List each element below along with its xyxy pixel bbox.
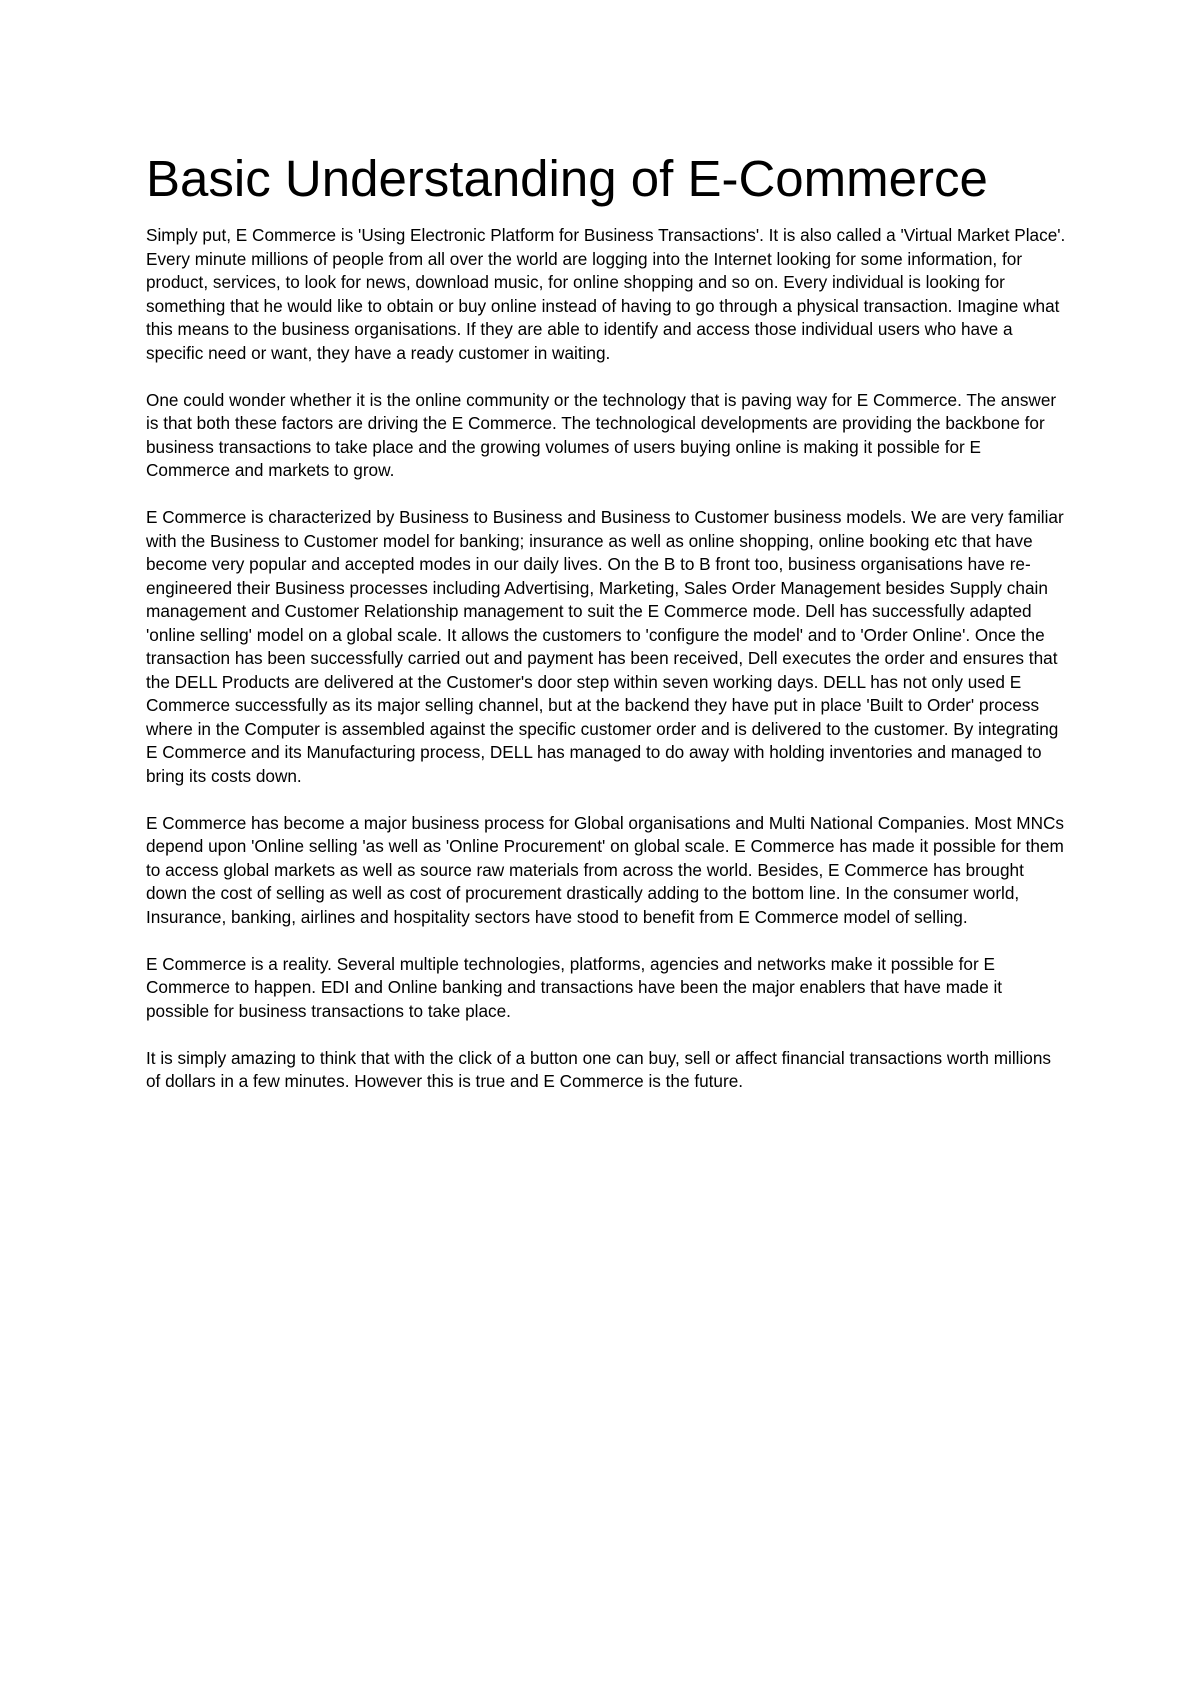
paragraph-3: E Commerce is characterized by Business to Business and Business to Customer business models. We are very familiar with the Business to Customer model for banking; insurance as well as online shopping, online booking etc that have become very popular and accepted modes in our daily lives. On the B to B front too, business organisations have re-engineered their Business processes including Advertising, Marketing, Sales Order Management besides Supply chain management and Customer Relationship management to suit the E Commerce mode. Dell has successfully adapted 'online selling' model on a global scale. It allows the customers to 'configure the model' and to 'Order Online'. Once the transaction has been successfully carried out and payment has been received, Dell executes the order and ensures that the DELL Products are delivered at the Customer's door step within seven working days. DELL has not only used E Commerce successfully as its major selling channel, but at the backend they have put in place 'Built to Order' process where in the Computer is assembled against the specific customer order and is delivered to the customer. By integrating E Commerce and its Manufacturing process, DELL has managed to do away with holding inventories and managed to bring its costs down. [146,507,1064,786]
paragraph-1: Simply put, E Commerce is 'Using Electronic Platform for Business Transactions'. It is also called a 'Virtual Market Place'. Every minute millions of people from all over the world are logging into the Internet looking for some information, for product, services, to look for news, download music, for online shopping and so on. Every individual is looking for something that he would like to obtain or buy online instead of having to go through a physical transaction. Imagine what this means to the business organisations. If they are able to identify and access those individual users who have a specific need or want, they have a ready customer in waiting. [146,225,1066,363]
paragraph-4: E Commerce has become a major business process for Global organisations and Multi National Companies. Most MNCs depend upon 'Online selling 'as well as 'Online Procurement' on global scale. E Commerce has made it possible for them to access global markets as well as source raw materials from across the world. Besides, E Commerce has brought down the cost of selling as well as cost of procurement drastically adding to the bottom line. In the consumer world, Insurance, banking, airlines and hospitality sectors have stood to benefit from E Commerce model of selling. [146,812,1065,927]
paragraph-6: It is simply amazing to think that with the click of a button one can buy, sell or affect financial transactions worth millions of dollars in a few minutes. However this is true and E Commerce is the future. [146,1047,1052,1091]
document-body [146,224,1066,1094]
paragraph-2: One could wonder whether it is the online community or the technology that is paving way for E Commerce. The answer is that both these factors are driving the E Commerce. The technological developments are providing the backbone for business transactions to take place and the growing volumes of users buying online is making it possible for E Commerce and markets to grow. [146,389,1057,480]
paragraph-5: E Commerce is a reality. Several multiple technologies, platforms, agencies and networks make it possible for E Commerce to happen. EDI and Online banking and transactions have been the major enablers that have made it possible for business transactions to take place. [146,953,1003,1021]
document-title: Basic Understanding of E-Commerce [146,150,988,207]
